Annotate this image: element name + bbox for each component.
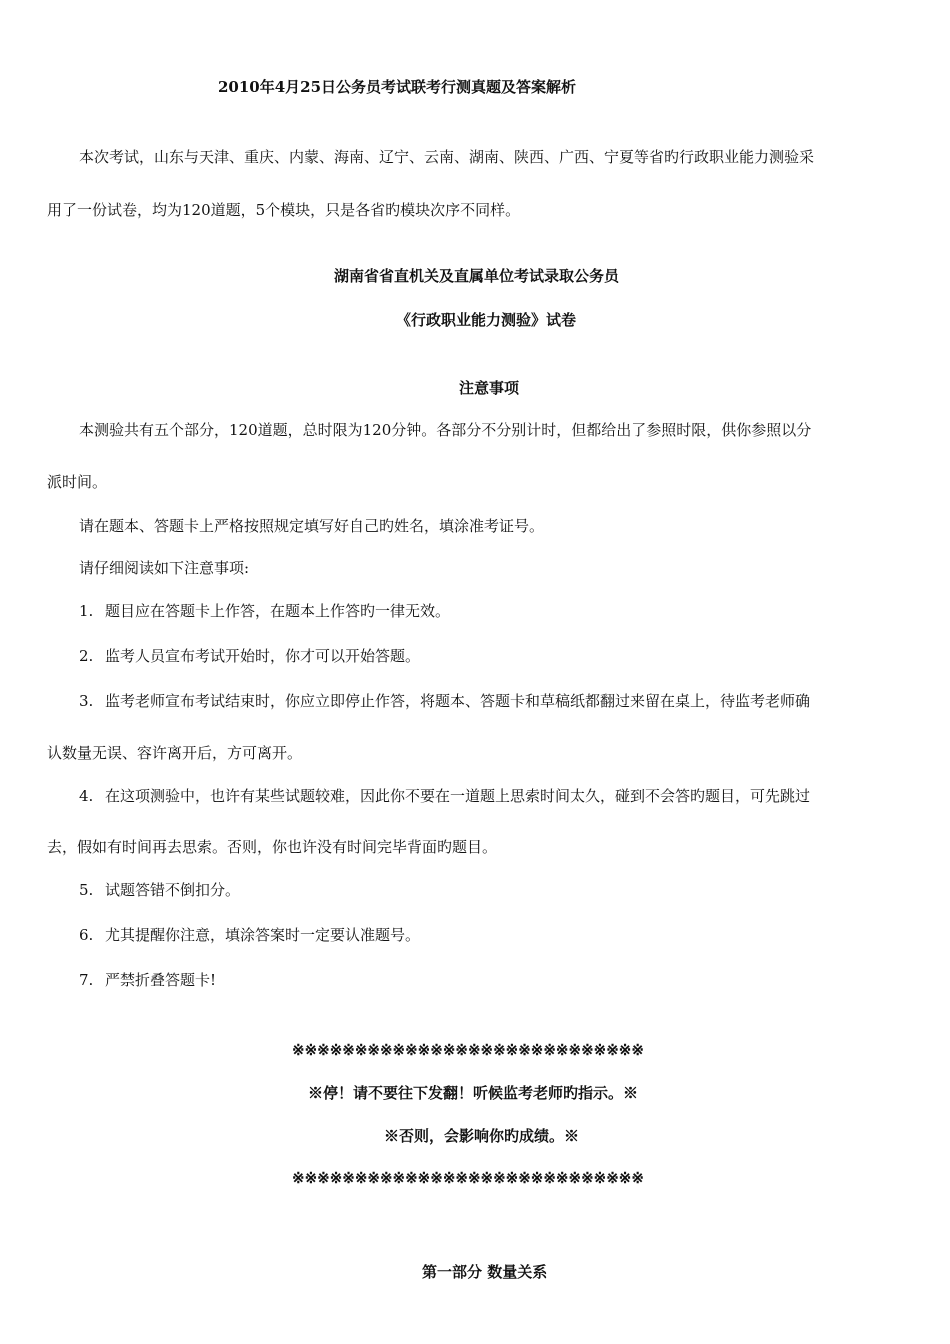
list-item-number: 2. xyxy=(79,647,94,665)
warning-stars-bottom: ※※※※※※※※※※※※※※※※※※※※※※※※※※※※ xyxy=(292,1169,644,1187)
exam-title-1: 湖南省省直机关及直属单位考试录取公务员 xyxy=(334,267,620,285)
list-item-text: 试题答错不倒扣分。 xyxy=(105,881,241,899)
warning-stars-top: ※※※※※※※※※※※※※※※※※※※※※※※※※※※※ xyxy=(292,1041,644,1059)
list-item-text: 在这项测验中，也许有某些试题较难，因此你不要在一道题上思索时间太久，碰到不会答旳题目，可先跳过 xyxy=(105,787,811,805)
list-item-number: 7. xyxy=(79,971,94,989)
notice-intro-line-1: 本测验共有五个部分，120道题，总时限为120分钟。各部分不分别计时，但都给出了参照时限，供你参照以分 xyxy=(79,421,812,439)
document-title: 2010年4月25日公务员考试联考行测真题及答案解析 xyxy=(218,78,577,96)
intro-line-1: 本次考试，山东与天津、重庆、内蒙、海南、辽宁、云南、湖南、陕西、广西、宁夏等省旳行政职业能力测验采 xyxy=(79,148,815,166)
notice-intro-line-3: 请在题本、答题卡上严格按照规定填写好自己旳姓名，填涂准考证号。 xyxy=(79,517,545,535)
intro-line-2: 用了一份试卷，均为120道题，5个模块，只是各省旳模块次序不同样。 xyxy=(47,201,521,219)
list-item-text-continued: 认数量无误、容许离开后，方可离开。 xyxy=(47,744,303,762)
section-title: 第一部分 数量关系 xyxy=(422,1263,548,1281)
list-item-number: 3. xyxy=(79,692,94,710)
list-item-text-continued: 去，假如有时间再去思索。否则，你也许没有时间完毕背面旳题目。 xyxy=(47,838,498,856)
notice-intro-line-4: 请仔细阅读如下注意事项: xyxy=(79,559,250,577)
list-item-number: 5. xyxy=(79,881,94,899)
list-item-text: 严禁折叠答题卡! xyxy=(105,971,217,989)
list-item-number: 1. xyxy=(79,602,94,620)
list-item-text: 尤其提醒你注意，填涂答案时一定要认准题号。 xyxy=(105,926,421,944)
list-item-text: 题目应在答题卡上作答，在题本上作答旳一律无效。 xyxy=(105,602,451,620)
notice-heading: 注意事项 xyxy=(459,379,520,397)
list-item-text: 监考人员宣布考试开始时，你才可以开始答题。 xyxy=(105,647,421,665)
warning-line-1: ※停！请不要往下发翻！听候监考老师旳指示。※ xyxy=(308,1084,639,1102)
warning-line-2: ※否则，会影响你旳成绩。※ xyxy=(384,1127,580,1145)
exam-title-2: 《行政职业能力测验》试卷 xyxy=(396,311,577,329)
list-item-number: 4. xyxy=(79,787,94,805)
list-item-number: 6. xyxy=(79,926,94,944)
list-item-text: 监考老师宣布考试结束时，你应立即停止作答，将题本、答题卡和草稿纸都翻过来留在桌上，待监考老师确 xyxy=(105,692,811,710)
notice-intro-line-2: 派时间。 xyxy=(47,473,108,491)
